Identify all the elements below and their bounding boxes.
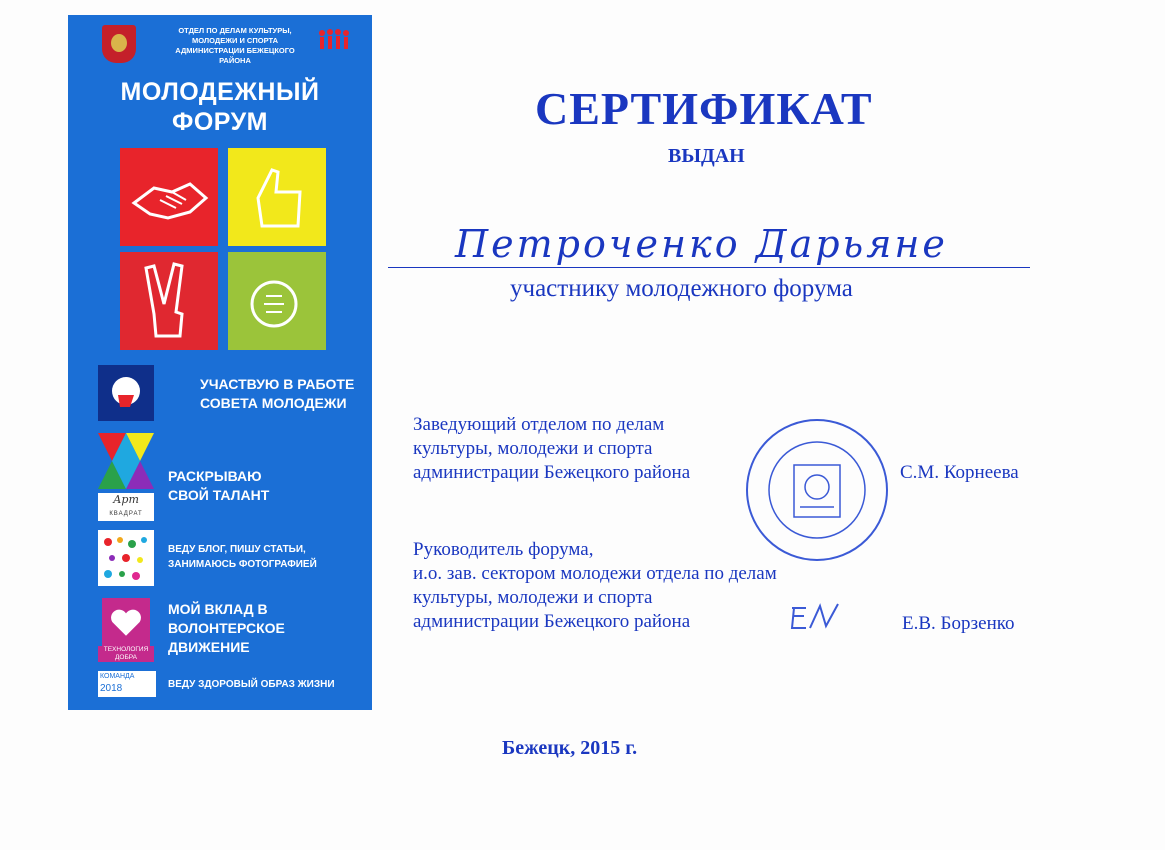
name-underline [388, 267, 1030, 268]
banner-row-talent: Арт КВАДРАТ РАСКРЫВАЮ СВОЙ ТАЛАНТ [98, 433, 362, 523]
district-crest-icon [102, 25, 136, 63]
pointing-hand-tile-icon [228, 252, 326, 350]
forum-banner [68, 15, 372, 710]
banner-row-youth-council: УЧАСТВУЮ В РАБОТЕ СОВЕТА МОЛОДЕЖИ [98, 365, 362, 425]
council-icon [98, 365, 154, 421]
second-signatory-role: Руководитель форума, и.о. зав. сектором молодежи отдела по делам культуры, молодежи и спорта администрации Бежецкого района [413, 539, 777, 632]
heart-icon [98, 598, 154, 646]
handshake-tile-icon [120, 148, 218, 246]
victory-hand-tile-icon [120, 252, 218, 350]
issued-label: ВЫДАН [668, 145, 745, 167]
first-signatory-name: С.М. Корнеева [900, 462, 1019, 483]
blog-dots-icon [98, 530, 154, 586]
recipient-description: участнику молодежного форума [510, 275, 853, 302]
people-logo-icon [316, 27, 356, 61]
banner-row-blog: ВЕДУ БЛОГ, ПИШУ СТАТЬИ, ЗАНИМАЮСЬ ФОТОГРАФИЕЙ [98, 530, 362, 590]
handwritten-signature-icon [786, 598, 846, 638]
banner-row-healthy: КОМАНДА 2018 ВЕДУ ЗДОРОВЫЙ ОБРАЗ ЖИЗНИ [98, 671, 362, 701]
talent-mosaic-icon [98, 433, 154, 489]
certificate-title: СЕРТИФИКАТ [535, 83, 873, 134]
recipient-name: Петроченко Дарьяне [455, 222, 948, 266]
tech-dobra-label: ТЕХНОЛОГИЯ ДОБРА [98, 646, 154, 662]
first-signatory-role: Заведующий отделом по делам культуры, молодежи и спорта администрации Бежецкого района [413, 414, 691, 483]
second-signatory-name: Е.В. Борзенко [902, 613, 1015, 634]
art-kvadrat-logo: Арт КВАДРАТ [98, 493, 154, 521]
banner-row-volunteer: ТЕХНОЛОГИЯ ДОБРА МОЙ ВКЛАД В ВОЛОНТЕРСКОЕ ДВИЖЕНИЕ [98, 598, 362, 678]
banner-dept-text: ОТДЕЛ ПО ДЕЛАМ КУЛЬТУРЫ, МОЛОДЕЖИ И СПОРТА АДМИНИСТРАЦИИ БЕЖЕЦКОГО РАЙОНА [175, 26, 295, 65]
thumbs-up-tile-icon [228, 148, 326, 246]
place-date: Бежецк, 2015 г. [502, 737, 638, 759]
team-2018-logo: КОМАНДА 2018 [98, 671, 156, 697]
banner-title: МОЛОДЕЖНЫЙ ФОРУМ [120, 78, 320, 136]
